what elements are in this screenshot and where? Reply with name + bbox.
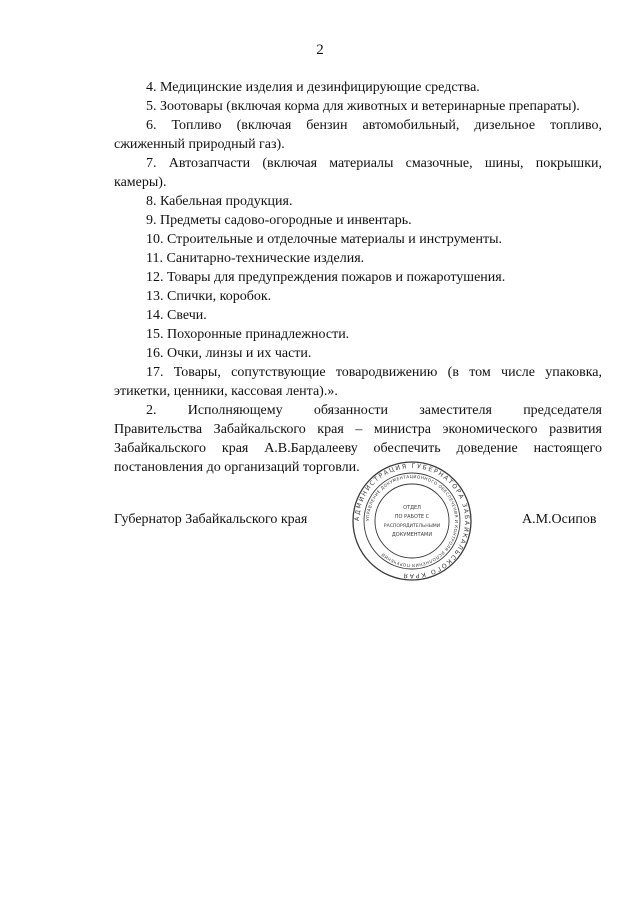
list-item: 13. Спички, коробок.: [146, 289, 272, 304]
official-seal: [352, 461, 472, 581]
list-item: 9. Предметы садово-огородные и инвентарь.: [146, 213, 412, 228]
seal-center-line: ОТДЕЛ: [403, 505, 421, 511]
list-item: 7. Автозапчасти (включая материалы смазочные, шины, покрышки, камеры).: [114, 156, 602, 190]
list-item: 11. Санитарно-технические изделия.: [146, 251, 365, 266]
paragraph-2-word: обязанности: [313, 403, 388, 418]
list-item: 4. Медицинские изделия и дезинфицирующие средства.: [146, 80, 480, 95]
paragraph-2-text: Правительства Забайкальского края – министра экономического развития Забайкальского края А.В.Бардалееву обеспечить доведение настоящего постановления до организаций торговли.: [114, 422, 602, 475]
goods-list: [114, 78, 602, 401]
document-body: [114, 78, 602, 477]
seal-center-line: РАСПОРЯДИТЕЛЬНЫМИ: [383, 524, 441, 529]
paragraph-2-word: заместителя: [419, 403, 492, 418]
paragraph-2-first-line: [114, 401, 602, 420]
page-number: 2: [316, 42, 324, 58]
list-item: 16. Очки, линзы и их части.: [146, 346, 312, 361]
paragraph-2-word: председателя: [523, 403, 602, 418]
list-item: 10. Строительные и отделочные материалы и инструменты.: [146, 232, 502, 247]
list-item: 12. Товары для предупреждения пожаров и пожаротушения.: [146, 270, 506, 285]
paragraph-2-word: 2.: [146, 403, 157, 418]
seal-center-line: ДОКУМЕНТАМИ: [391, 532, 433, 538]
paragraph-2-word: Исполняющему: [187, 403, 283, 418]
list-item: 14. Свечи.: [146, 308, 207, 323]
seal-outer-text: АДМИНИСТРАЦИЯ ГУБЕРНАТОРА ЗАБАЙКАЛЬСКОГО КРАЯ: [353, 462, 471, 580]
signatory-position: Губернатор Забайкальского края: [114, 512, 308, 527]
seal-inner-text: УПРАВЛЕНИЕ ДОКУМЕНТАЦИОННОГО ОБЕСПЕЧЕНИЯ И КОНТРОЛЯ ИСПОЛНЕНИЯ ПОРУЧЕНИЙ: [364, 473, 460, 569]
list-item: 8. Кабельная продукция.: [146, 194, 293, 209]
list-item: 5. Зоотовары (включая корма для животных и ветеринарные препараты).: [146, 99, 580, 114]
list-item: 6. Топливо (включая бензин автомобильный, дизельное топливо, сжиженный природный газ).: [114, 118, 602, 152]
list-item: 15. Похоронные принадлежности.: [146, 327, 350, 342]
signatory-name: А.М.Осипов: [522, 512, 597, 527]
seal-center-line: ПО РАБОТЕ С: [394, 514, 430, 520]
list-item: 17. Товары, сопутствующие товародвижению (в том числе упаковка, этикетки, ценники, кассовая лента).».: [114, 365, 602, 399]
